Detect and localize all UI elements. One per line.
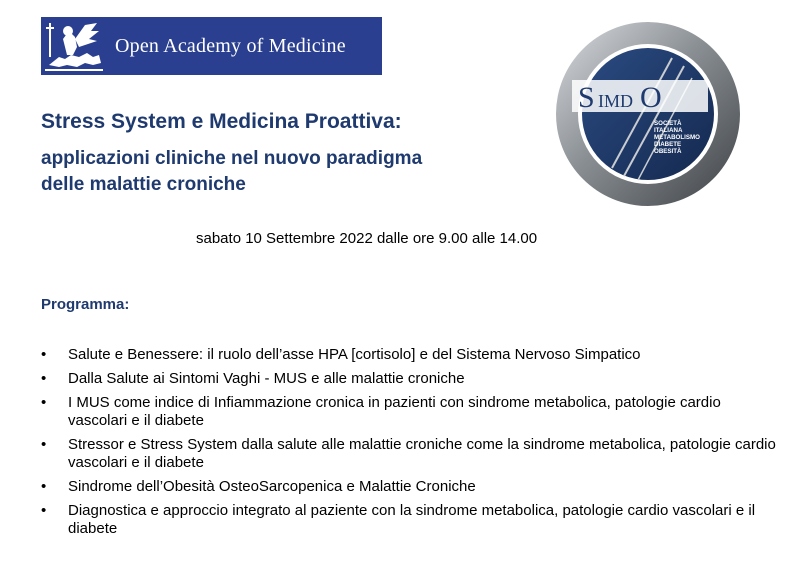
bullet-icon: • bbox=[41, 502, 47, 519]
simdo-subtitle-line: ITALIANA bbox=[654, 127, 683, 134]
winged-lion-icon bbox=[41, 17, 107, 75]
list-item-text: Sindrome dell’Obesità OsteoSarcopenica e Malattie Croniche bbox=[68, 478, 476, 495]
list-item bbox=[41, 370, 781, 388]
list-item bbox=[41, 478, 781, 496]
bullet-icon: • bbox=[41, 478, 47, 495]
title-line-2: applicazioni cliniche nel nuovo paradigma bbox=[41, 148, 423, 169]
svg-text:S: S bbox=[578, 81, 595, 114]
simdo-subtitle-line: METABOLISMO bbox=[654, 134, 700, 141]
list-item-text: Dalla Salute ai Sintomi Vaghi - MUS e alle malattie croniche bbox=[68, 370, 465, 387]
svg-text:IMD: IMD bbox=[598, 91, 633, 111]
list-item bbox=[41, 436, 781, 472]
program-heading: Programma: bbox=[41, 296, 130, 313]
list-item-text: Salute e Benessere: il ruolo dell’asse HPA [cortisolo] e del Sistema Nervoso Simpatico bbox=[68, 346, 641, 363]
bullet-icon: • bbox=[41, 346, 47, 363]
list-item bbox=[41, 346, 781, 364]
simdo-logo bbox=[552, 18, 744, 210]
simdo-subtitle-line: SOCIETÀ bbox=[654, 120, 682, 127]
list-item-text: Stressor e Stress System dalla salute alle malattie croniche come la sindrome metabolica, patologie cardio vascolari e il diabete bbox=[68, 436, 776, 471]
title-line-1: Stress System e Medicina Proattiva: bbox=[41, 110, 402, 133]
program-list bbox=[41, 346, 781, 544]
open-academy-banner bbox=[41, 17, 382, 75]
bullet-icon: • bbox=[41, 370, 47, 387]
simdo-subtitle-line: DIABETE bbox=[654, 141, 682, 148]
title-line-3: delle malattie croniche bbox=[41, 174, 246, 195]
list-item bbox=[41, 394, 781, 430]
brand-name: Open Academy of Medicine bbox=[115, 34, 346, 57]
list-item bbox=[41, 502, 781, 538]
svg-text:O: O bbox=[640, 81, 662, 114]
simdo-subtitle-line: OBESITÀ bbox=[654, 148, 682, 155]
list-item-text: I MUS come indice di Infiammazione cronica in pazienti con sindrome metabolica, patologie cardio vascolari e il diabete bbox=[68, 394, 721, 429]
list-item-text: Diagnostica e approccio integrato al paziente con la sindrome metabolica, patologie cardio vascolari e il diabete bbox=[68, 502, 756, 537]
bullet-icon: • bbox=[41, 436, 47, 453]
event-date: sabato 10 Settembre 2022 dalle ore 9.00 alle 14.00 bbox=[196, 230, 538, 247]
bullet-icon: • bbox=[41, 394, 47, 411]
